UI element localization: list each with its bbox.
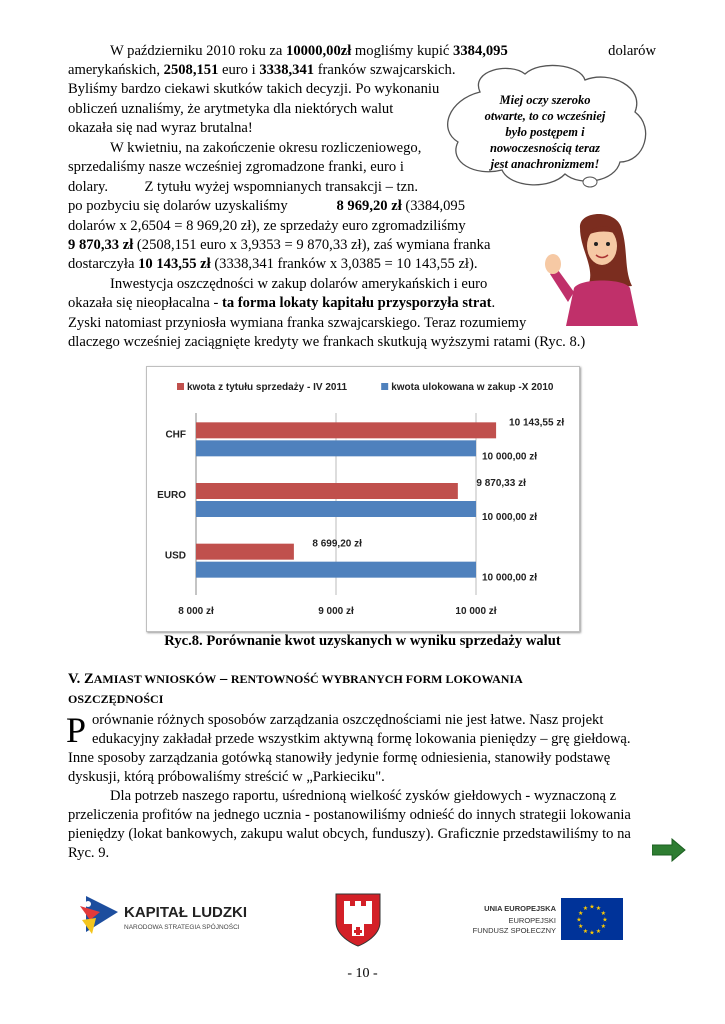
para1-line2: amerykańskich, 2508,151 euro i 3338,341 franków szwajcarskich. bbox=[68, 62, 456, 78]
para2-line3: dolary. Z tytułu wyżej wspomnianych transakcji – tzn. bbox=[68, 179, 419, 195]
para3-line2: okazała się nieopłacalna - ta forma lokaty kapitału przysporzyła strat. bbox=[68, 295, 496, 311]
bar bbox=[196, 422, 496, 438]
bar-data-label: 9 870,33 zł bbox=[476, 478, 526, 489]
kapital-ludzki-logo-icon bbox=[78, 890, 122, 938]
bar bbox=[196, 562, 476, 578]
ue-sub2: FUNDUSZ SPOŁECZNY bbox=[472, 926, 556, 935]
x-tick-label: 10 000 zł bbox=[455, 606, 497, 617]
para5-line2: przeliczenia profitów na jednego ucznia - postanowiliśmy odnieść do innych strategii lokowania bbox=[68, 807, 631, 823]
kl-title: KAPITAŁ LUDZKI bbox=[124, 904, 248, 921]
bar-data-label: 10 000,00 zł bbox=[482, 512, 538, 523]
bar bbox=[196, 501, 476, 517]
bar-data-label: 8 699,20 zł bbox=[312, 538, 362, 550]
para2-line5: dolarów x 2,6504 = 8 969,20 zł), ze sprzedaży euro zgromadziliśmy bbox=[68, 218, 466, 234]
y-category-label: EURO bbox=[157, 490, 186, 501]
kl-subtitle: NARODOWA STRATEGIA SPÓJNOŚCI bbox=[124, 924, 240, 931]
eu-star-icon: ★ bbox=[595, 906, 602, 913]
para1-line1: W październiku 2010 roku za 10000,00zł mogliśmy kupić 3384,095 dolarów bbox=[110, 43, 656, 59]
bar-chart bbox=[146, 366, 580, 632]
para5-line3: pieniędzy (lokat bankowych, zakupu walut obcych, funduszy). Graficznie przedstawiliśmy to na bbox=[68, 826, 631, 842]
legend-swatch bbox=[177, 383, 184, 390]
drop-cap: P bbox=[66, 710, 87, 750]
bar-data-label: 10 143,55 zł bbox=[509, 417, 565, 429]
para2-line7: dostarczyła 10 143,55 zł (3338,341 franków x 3,0385 = 10 143,55 zł). bbox=[68, 256, 478, 272]
para2-line2: sprzedaliśmy nasze wcześniej zgromadzone franki, euro i bbox=[68, 159, 404, 175]
para1-line3: Byliśmy bardzo ciekawi skutków takich decyzji. Po wykonaniu bbox=[68, 81, 440, 97]
para4-line1: orównanie różnych sposobów zarządzania oszczędnościami nie jest łatwe. Nasz projekt bbox=[92, 712, 604, 728]
next-arrow-icon[interactable] bbox=[652, 838, 686, 862]
bar-data-label: 10 000,00 zł bbox=[482, 572, 538, 584]
chart-svg bbox=[147, 367, 579, 631]
ue-sub1: EUROPEJSKI bbox=[508, 916, 556, 925]
eu-star-icon: ★ bbox=[578, 924, 584, 930]
para1-line4: obliczeń uznaliśmy, że arytmetyka dla niektórych walut bbox=[68, 101, 394, 117]
para3-line3: Zyski natomiast przyniosła wymiana franka szwajcarskiego. Teraz rozumiemy bbox=[68, 315, 527, 331]
y-category-label: CHF bbox=[165, 429, 186, 441]
section-heading: V. ZAMIAST WNIOSKÓW – RENTOWNOŚĆ WYBRANYCH FORM LOKOWANIA OSZCZĘDNOŚCI bbox=[68, 671, 523, 706]
ue-title: UNIA EUROPEJSKA bbox=[484, 904, 556, 913]
page-number: - 10 - bbox=[347, 966, 378, 981]
para4-line4: dyskusji, którą próbowaliśmy streścić w „Parkieciku". bbox=[68, 769, 385, 785]
figure-caption: Ryc.8. Porównanie kwot uzyskanych w wyniku sprzedaży walut bbox=[164, 633, 561, 649]
x-tick-label: 8 000 zł bbox=[178, 606, 214, 617]
bar bbox=[196, 483, 458, 499]
para5-line4: Ryc. 9. bbox=[68, 845, 110, 861]
para3-line1: Inwestycja oszczędności w zakup dolarów amerykańskich i euro bbox=[110, 276, 488, 292]
eu-star-icon: ★ bbox=[600, 911, 606, 917]
para2-line6: 9 870,33 zł (2508,151 euro x 3,9353 = 9 870,33 zł), zaś wymiana franka bbox=[68, 237, 491, 253]
eu-star-icon: ★ bbox=[582, 928, 589, 935]
y-category-label: USD bbox=[164, 550, 186, 562]
eu-flag-icon bbox=[561, 898, 623, 940]
bar bbox=[196, 544, 294, 560]
para1-line5: okazała się nad wyraz brutalna! bbox=[68, 120, 253, 136]
woman-illustration bbox=[540, 208, 648, 326]
eu-star-icon: ★ bbox=[578, 911, 584, 917]
town-crest-icon bbox=[334, 892, 382, 948]
para4-line2: edukacyjny zakładał przede wszystkim aktywną formę lokowania pieniędzy – grę giełdową. bbox=[92, 731, 631, 747]
eu-star-icon: ★ bbox=[582, 906, 589, 913]
legend-label: kwota ulokowana w zakup -X 2010 bbox=[391, 382, 554, 393]
eu-star-icon: ★ bbox=[600, 924, 606, 930]
legend-label: kwota z tytułu sprzedaży - IV 2011 bbox=[187, 382, 348, 393]
para5-line1: Dla potrzeb naszego raportu, uśrednioną wielkość zysków giełdowych - wyznaczoną z bbox=[110, 788, 617, 804]
bar-data-label: 10 000,00 zł bbox=[482, 451, 538, 463]
bubble-quote: Miej oczy szeroko otwarte, to co wcześniej było postępem i nowoczesnością teraz jest anachronizmem! bbox=[484, 93, 606, 171]
para4-line3: Inne sposoby zarządzania gotówką stanowiły jedynie formę odniesienia, stanowiły podstawę bbox=[68, 750, 611, 766]
legend-swatch bbox=[381, 383, 388, 390]
eu-star-icon: ★ bbox=[576, 917, 582, 924]
eu-star-icon: ★ bbox=[589, 930, 595, 937]
x-tick-label: 9 000 zł bbox=[318, 606, 354, 617]
eu-star-icon: ★ bbox=[602, 917, 608, 924]
para3-line4: dlaczego wcześniej zaciągnięte kredyty we frankach skutkują wyższymi ratami (Ryc. 8.) bbox=[68, 334, 586, 350]
eu-star-icon: ★ bbox=[589, 904, 595, 911]
eu-star-icon: ★ bbox=[595, 928, 602, 935]
para2-line1: W kwietniu, na zakończenie okresu rozliczeniowego, bbox=[110, 140, 422, 156]
bar bbox=[196, 440, 476, 456]
para2-line4: po pozbyciu się dolarów uzyskaliśmy 8 969,20 zł (3384,095 bbox=[68, 198, 465, 214]
